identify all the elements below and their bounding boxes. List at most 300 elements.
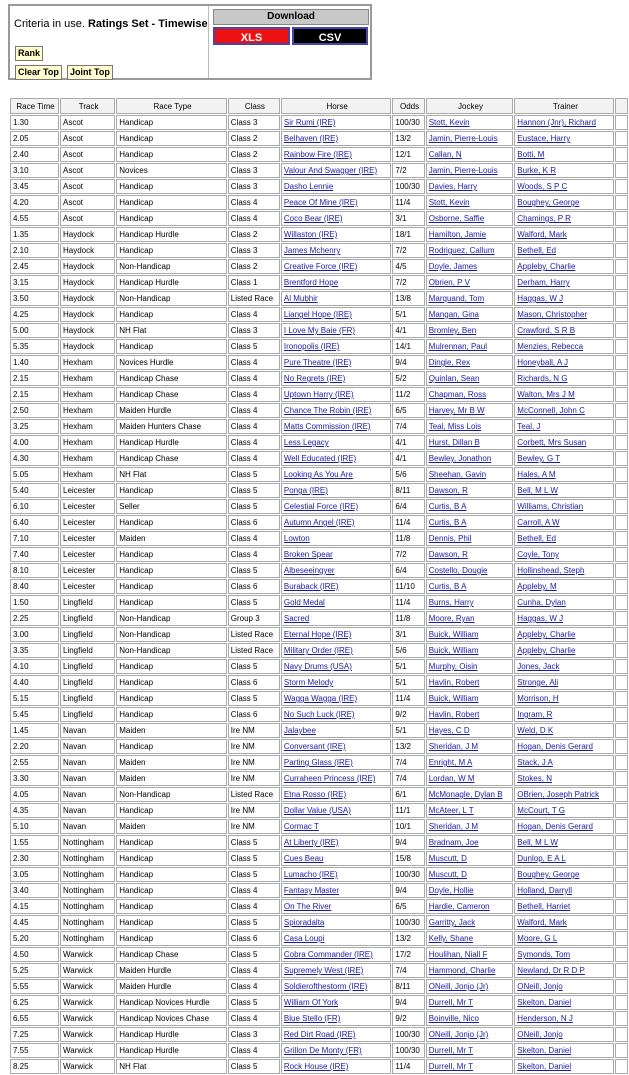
horse-link[interactable]: Coco Bear (IRE) — [283, 214, 343, 223]
overflow-cell — [615, 467, 628, 482]
jockey-link[interactable]: Durrell, Mr T — [428, 998, 474, 1007]
trainer-link[interactable]: Hollinshead, Steph — [517, 566, 585, 575]
horse-link[interactable]: Uptown Harry (IRE) — [283, 390, 354, 399]
jockey-link[interactable]: Lordan, W M — [428, 774, 475, 783]
trainer-link[interactable]: Holland, Darryll — [517, 886, 572, 895]
jockey-link[interactable]: Kelly, Shane — [428, 934, 474, 943]
horse-link[interactable]: Celestial Force (IRE) — [283, 502, 359, 511]
horse-link[interactable]: No Regrets (IRE) — [283, 374, 346, 383]
trainer-link[interactable]: Henderson, N J — [517, 1014, 573, 1023]
table-row — [10, 979, 628, 994]
jockey-link[interactable]: Mulrennan, Paul — [428, 342, 487, 351]
overflow-cell — [615, 211, 628, 226]
horse-link[interactable]: Autumn Angel (IRE) — [283, 518, 355, 527]
trainer-link[interactable]: Burke, K R — [517, 166, 556, 175]
trainer-link[interactable]: Hogan, Denis Gerard — [517, 822, 593, 831]
jockey-link[interactable]: Bromley, Ben — [428, 326, 477, 335]
trainer-link[interactable]: Boughey, George — [517, 198, 580, 207]
track-cell: Warwick — [60, 1027, 115, 1042]
trainer-link[interactable]: Morrison, H — [517, 694, 559, 703]
horse-link[interactable]: Cormac T — [283, 822, 319, 831]
trainer-link[interactable]: Derham, Harry — [517, 278, 570, 287]
jockey-link[interactable]: Boinville, Nico — [428, 1014, 479, 1023]
table-row — [10, 435, 628, 450]
horse-link[interactable]: Belhaven (IRE) — [283, 134, 339, 143]
table-row — [10, 627, 628, 642]
class-cell: Class 5 — [228, 691, 280, 706]
jockey-link[interactable]: ONeill, Jonjo (Jr) — [428, 982, 489, 991]
horse-link[interactable]: Casa Loupi — [283, 934, 325, 943]
trainer-link[interactable]: Appleby, Charlie — [517, 646, 576, 655]
jockey-link[interactable]: Buick, William — [428, 646, 479, 655]
trainer-link[interactable]: Bethell, Harriet — [517, 902, 571, 911]
jockey-link[interactable]: Durrell, Mr T — [428, 1046, 474, 1055]
class-cell: Class 4 — [228, 211, 280, 226]
jockey-link[interactable]: Dawson, R — [428, 550, 468, 559]
jockey-link[interactable]: Harvey, Mr B W — [428, 406, 485, 415]
race-type-cell: Handicap — [116, 195, 227, 210]
horse-link[interactable]: Brentford Hope — [283, 278, 339, 287]
jockey-link[interactable]: Doyle, James — [428, 262, 478, 271]
horse-link[interactable]: Looking As You Are — [283, 470, 353, 479]
horse-link[interactable]: Lowton — [283, 534, 310, 543]
horse-link[interactable]: Dasho Lennie — [283, 182, 334, 191]
horse-link[interactable]: Jalaybee — [283, 726, 316, 735]
horse-link[interactable]: Well Educated (IRE) — [283, 454, 357, 463]
trainer-link[interactable]: Jones, Jack — [517, 662, 560, 671]
overflow-cell — [615, 403, 628, 418]
horse-link[interactable]: Supremely West (IRE) — [283, 966, 364, 975]
trainer-link[interactable]: Teal, J — [517, 422, 541, 431]
trainer-link[interactable]: Walford, Mark — [517, 918, 567, 927]
race-time-cell: 4.35 — [10, 803, 59, 818]
jockey-link[interactable]: Mangan, Gina — [428, 310, 479, 319]
horse-link[interactable]: Chance The Robin (IRE) — [283, 406, 372, 415]
criteria-value: Ratings Set - Timewise — [87, 18, 208, 30]
horse-link[interactable]: Soldierofthestorm (IRE) — [283, 982, 368, 991]
trainer-link[interactable]: Woods, S P C — [517, 182, 568, 191]
joint-top-button[interactable]: Joint Top — [67, 65, 113, 80]
trainer-cell — [514, 259, 614, 274]
track-cell: Haydock — [60, 307, 115, 322]
trainer-cell — [514, 1011, 614, 1026]
class-cell: Class 5 — [228, 499, 280, 514]
table-row — [10, 563, 628, 578]
horse-link[interactable]: Fantasy Master — [283, 886, 340, 895]
race-time-cell: 3.15 — [10, 275, 59, 290]
trainer-link[interactable]: Skelton, Daniel — [517, 1062, 572, 1071]
trainer-link[interactable]: Mason, Christopher — [517, 310, 588, 319]
jockey-cell — [426, 739, 514, 754]
trainer-link[interactable]: Bell, M L W — [517, 838, 558, 847]
jockey-link[interactable]: Quinlan, Sean — [428, 374, 480, 383]
horse-link[interactable]: No Such Luck (IRE) — [283, 710, 355, 719]
class-cell: Class 4 — [228, 899, 280, 914]
trainer-link[interactable]: McConnell, John C — [517, 406, 585, 415]
jockey-cell — [426, 627, 514, 642]
jockey-link[interactable]: Sheridan, J M — [428, 742, 479, 751]
class-cell: Class 6 — [228, 707, 280, 722]
jockey-link[interactable]: Marquand, Tom — [428, 294, 485, 303]
race-type-cell: Maiden — [116, 819, 227, 834]
odds-cell: 9/4 — [392, 355, 424, 370]
trainer-link[interactable]: Newland, Dr R D P — [517, 966, 585, 975]
table-row — [10, 515, 628, 530]
trainer-link[interactable]: ONeill, Jonjo — [517, 1030, 563, 1039]
results-table-container[interactable] — [9, 97, 603, 1071]
jockey-link[interactable]: Muscutt, D — [428, 870, 467, 879]
jockey-link[interactable]: Stott, Kevin — [428, 118, 470, 127]
trainer-link[interactable]: OBrien, Joseph Patrick — [517, 790, 600, 799]
horse-link[interactable]: Matts Commission (IRE) — [283, 422, 371, 431]
horse-link[interactable]: James Mchenry — [283, 246, 341, 255]
trainer-link[interactable]: Skelton, Daniel — [517, 1046, 572, 1055]
horse-link[interactable]: Ponga (IRE) — [283, 486, 328, 495]
trainer-cell — [514, 595, 614, 610]
horse-link[interactable]: Gold Medal — [283, 598, 325, 607]
jockey-link[interactable]: Davies, Harry — [428, 182, 478, 191]
jockey-link[interactable]: McAteer, L T — [428, 806, 474, 815]
horse-link[interactable]: Blue Stello (FR) — [283, 1014, 341, 1023]
horse-link[interactable]: Grillon De Monty (FR) — [283, 1046, 362, 1055]
class-cell: Ire NM — [228, 723, 280, 738]
horse-link[interactable]: Buraback (IRE) — [283, 582, 339, 591]
trainer-cell — [514, 979, 614, 994]
horse-link[interactable]: Dollar Value (USA) — [283, 806, 351, 815]
jockey-cell — [426, 307, 514, 322]
overflow-cell — [615, 227, 628, 242]
horse-link[interactable]: Red Dirt Road (IRE) — [283, 1030, 356, 1039]
odds-cell: 5/1 — [392, 723, 424, 738]
trainer-link[interactable]: Appleby, Charlie — [517, 630, 576, 639]
horse-link[interactable]: Ironopolis (IRE) — [283, 342, 340, 351]
overflow-cell — [615, 531, 628, 546]
trainer-cell — [514, 707, 614, 722]
overflow-cell — [615, 963, 628, 978]
jockey-link[interactable]: Hurst, Dillan B — [428, 438, 480, 447]
results-table — [9, 97, 629, 1075]
trainer-link[interactable]: Botti, M — [517, 150, 545, 159]
race-time-cell: 7.40 — [10, 547, 59, 562]
trainer-link[interactable]: Appleby, M — [517, 582, 557, 591]
jockey-cell — [426, 867, 514, 882]
jockey-link[interactable]: Doyle, Hollie — [428, 886, 474, 895]
trainer-link[interactable]: Corbett, Mrs Susan — [517, 438, 587, 447]
odds-cell: 11/8 — [392, 611, 424, 626]
trainer-link[interactable]: Symonds, Tom — [517, 950, 571, 959]
table-body — [10, 115, 628, 1074]
race-type-cell: Maiden — [116, 771, 227, 786]
race-type-cell: Handicap Chase — [116, 371, 227, 386]
jockey-link[interactable]: Hayes, C D — [428, 726, 470, 735]
trainer-link[interactable]: Bethell, Ed — [517, 534, 556, 543]
trainer-cell — [514, 675, 614, 690]
table-row — [10, 595, 628, 610]
overflow-cell — [615, 499, 628, 514]
horse-link[interactable]: Etna Rosso (IRE) — [283, 790, 347, 799]
horse-cell — [281, 675, 392, 690]
horse-link[interactable]: Military Order (IRE) — [283, 646, 353, 655]
horse-link[interactable]: Cues Beau — [283, 854, 324, 863]
jockey-link[interactable]: Havlin, Robert — [428, 678, 480, 687]
track-cell: Warwick — [60, 979, 115, 994]
jockey-link[interactable]: McMonagle, Dylan B — [428, 790, 503, 799]
jockey-link[interactable]: Sheridan, J M — [428, 822, 479, 831]
horse-link[interactable]: Curraheen Princess (IRE) — [283, 774, 376, 783]
trainer-link[interactable]: Coyle, Tony — [517, 550, 559, 559]
race-type-cell: Handicap — [116, 115, 227, 130]
horse-cell — [281, 371, 392, 386]
horse-link[interactable]: Spioradalta — [283, 918, 325, 927]
horse-link[interactable]: At Liberty (IRE) — [283, 838, 339, 847]
trainer-link[interactable]: Moore, G L — [517, 934, 558, 943]
race-time-cell: 4.25 — [10, 307, 59, 322]
trainer-link[interactable]: Richards, N G — [517, 374, 568, 383]
race-type-cell: NH Flat — [116, 467, 227, 482]
horse-cell — [281, 1059, 392, 1074]
jockey-link[interactable]: Moore, Ryan — [428, 614, 475, 623]
odds-cell: 9/4 — [392, 883, 424, 898]
class-cell: Listed Race — [228, 291, 280, 306]
trainer-cell — [514, 755, 614, 770]
trainer-link[interactable]: Crawford, S R B — [517, 326, 576, 335]
horse-link[interactable]: Pure Theatre (IRE) — [283, 358, 352, 367]
overflow-cell — [615, 755, 628, 770]
trainer-link[interactable]: Bethell, Ed — [517, 246, 556, 255]
criteria-left-cell — [10, 6, 209, 78]
table-row — [10, 163, 628, 178]
trainer-link[interactable]: Bell, M L W — [517, 486, 558, 495]
trainer-link[interactable]: Skelton, Daniel — [517, 998, 572, 1007]
jockey-link[interactable]: Obrien, P V — [428, 278, 470, 287]
trainer-link[interactable]: McCourt, T G — [517, 806, 566, 815]
horse-link[interactable]: Storm Melody — [283, 678, 334, 687]
odds-cell: 4/1 — [392, 435, 424, 450]
jockey-link[interactable]: Rodriguez, Callum — [428, 246, 495, 255]
race-time-cell: 4.20 — [10, 195, 59, 210]
horse-link[interactable]: Wagga Wagga (IRE) — [283, 694, 358, 703]
track-cell: Haydock — [60, 227, 115, 242]
jockey-cell — [426, 643, 514, 658]
jockey-link[interactable]: Havlin, Robert — [428, 710, 480, 719]
track-cell: Leicester — [60, 483, 115, 498]
horse-link[interactable]: Valour And Swagger (IRE) — [283, 166, 378, 175]
jockey-cell — [426, 547, 514, 562]
horse-link[interactable]: Sacred — [283, 614, 310, 623]
race-type-cell: Handicap Chase — [116, 387, 227, 402]
table-row — [10, 147, 628, 162]
class-cell: Listed Race — [228, 627, 280, 642]
jockey-link[interactable]: Durrell, Mr T — [428, 1062, 474, 1071]
trainer-link[interactable]: Walton, Mrs J M — [517, 390, 575, 399]
track-cell: Lingfield — [60, 707, 115, 722]
jockey-link[interactable]: Burns, Harry — [428, 598, 474, 607]
table-row — [10, 179, 628, 194]
jockey-link[interactable]: Curtis, B A — [428, 502, 467, 511]
jockey-link[interactable]: Buick, William — [428, 694, 479, 703]
trainer-link[interactable]: Haggas, W J — [517, 294, 564, 303]
horse-link[interactable]: Cobra Commander (IRE) — [283, 950, 373, 959]
odds-cell: 11/4 — [392, 1059, 424, 1074]
jockey-link[interactable]: Stott, Kevin — [428, 198, 470, 207]
jockey-link[interactable]: Hamilton, Jamie — [428, 230, 487, 239]
jockey-link[interactable]: Houlihan, Niall F — [428, 950, 488, 959]
horse-link[interactable]: Eternal Hope (IRE) — [283, 630, 352, 639]
race-type-cell: NH Flat — [116, 1059, 227, 1074]
trainer-link[interactable]: Carroll, A W — [517, 518, 560, 527]
track-cell: Ascot — [60, 115, 115, 130]
jockey-link[interactable]: Callan, N — [428, 150, 462, 159]
overflow-cell — [615, 915, 628, 930]
horse-link[interactable]: Willaston (IRE) — [283, 230, 338, 239]
trainer-cell — [514, 387, 614, 402]
horse-link[interactable]: On The River — [283, 902, 332, 911]
class-cell: Class 4 — [228, 547, 280, 562]
race-time-cell: 3.40 — [10, 883, 59, 898]
trainer-link[interactable]: Chamings, P R — [517, 214, 571, 223]
horse-link[interactable]: Broken Spear — [283, 550, 333, 559]
jockey-link[interactable]: Muscutt, D — [428, 854, 467, 863]
jockey-link[interactable]: Dennis, Phil — [428, 534, 472, 543]
jockey-cell — [426, 707, 514, 722]
race-type-cell: Maiden Hurdle — [116, 963, 227, 978]
trainer-link[interactable]: Appleby, Charlie — [517, 262, 576, 271]
trainer-link[interactable]: Stack, J A — [517, 758, 553, 767]
horse-cell — [281, 515, 392, 530]
horse-link[interactable]: Less Legacy — [283, 438, 329, 447]
odds-cell: 7/2 — [392, 243, 424, 258]
table-row — [10, 259, 628, 274]
class-cell: Class 4 — [228, 371, 280, 386]
trainer-link[interactable]: Stokes, N — [517, 774, 552, 783]
trainer-link[interactable]: Cunha, Dylan — [517, 598, 566, 607]
trainer-cell — [514, 1043, 614, 1058]
horse-link[interactable]: Liangel Hope (IRE) — [283, 310, 352, 319]
jockey-link[interactable]: ONeill, Jonjo (Jr) — [428, 1030, 489, 1039]
race-type-cell: Handicap — [116, 883, 227, 898]
trainer-link[interactable]: Eustace, Harry — [517, 134, 571, 143]
table-row — [10, 227, 628, 242]
trainer-link[interactable]: ONeill, Jonjo — [517, 982, 563, 991]
jockey-link[interactable]: Dawson, R — [428, 486, 468, 495]
horse-link[interactable]: Rock House (IRE) — [283, 1062, 349, 1071]
jockey-link[interactable]: Murphy, Oisin — [428, 662, 478, 671]
xls-download-button[interactable]: XLS — [213, 27, 290, 45]
table-header-row — [10, 98, 628, 114]
horse-link[interactable]: Navy Drums (USA) — [283, 662, 352, 671]
jockey-link[interactable]: Sheehan, Gavin — [428, 470, 487, 479]
jockey-cell — [426, 467, 514, 482]
table-row — [10, 819, 628, 834]
race-type-cell: Handicap — [116, 915, 227, 930]
horse-cell — [281, 259, 392, 274]
trainer-link[interactable]: Bewley, G T — [517, 454, 561, 463]
class-cell: Class 5 — [228, 483, 280, 498]
jockey-link[interactable]: Costello, Dougie — [428, 566, 488, 575]
overflow-cell — [615, 371, 628, 386]
horse-link[interactable]: Albeseeingyer — [283, 566, 335, 575]
jockey-link[interactable]: Hammond, Charlie — [428, 966, 496, 975]
trainer-link[interactable]: Menzies, Rebecca — [517, 342, 584, 351]
trainer-link[interactable]: Hogan, Denis Gerard — [517, 742, 593, 751]
track-cell: Navan — [60, 819, 115, 834]
track-cell: Ascot — [60, 131, 115, 146]
jockey-link[interactable]: Jamin, Pierre-Louis — [428, 166, 498, 175]
jockey-link[interactable]: Buick, William — [428, 630, 479, 639]
csv-download-button[interactable]: CSV — [292, 27, 368, 45]
clear-top-button[interactable]: Clear Top — [15, 65, 62, 80]
race-type-cell: Novices — [116, 163, 227, 178]
odds-cell: 11/8 — [392, 531, 424, 546]
horse-link[interactable]: Rainbow Fire (IRE) — [283, 150, 352, 159]
jockey-link[interactable]: Osborne, Saffie — [428, 214, 485, 223]
jockey-cell — [426, 339, 514, 354]
jockey-link[interactable]: Jamin, Pierre-Louis — [428, 134, 498, 143]
jockey-link[interactable]: Dingle, Rex — [428, 358, 471, 367]
horse-link[interactable]: Peace Of Mine (IRE) — [283, 198, 358, 207]
table-row — [10, 531, 628, 546]
trainer-cell — [514, 291, 614, 306]
horse-link[interactable]: Creative Force (IRE) — [283, 262, 358, 271]
trainer-link[interactable]: Hales, A M — [517, 470, 556, 479]
horse-link[interactable]: Parting Glass (IRE) — [283, 758, 353, 767]
jockey-link[interactable]: Curtis, B A — [428, 518, 467, 527]
trainer-link[interactable]: Boughey, George — [517, 870, 580, 879]
odds-cell: 4/1 — [392, 451, 424, 466]
race-time-cell: 4.10 — [10, 659, 59, 674]
horse-link[interactable]: Lumacho (IRE) — [283, 870, 338, 879]
trainer-link[interactable]: Stronge, Ali — [517, 678, 559, 687]
trainer-link[interactable]: Dunlop, E A L — [517, 854, 566, 863]
trainer-link[interactable]: Haggas, W J — [517, 614, 564, 623]
track-cell: Ascot — [60, 147, 115, 162]
horse-link[interactable]: Al Mubhir — [283, 294, 318, 303]
trainer-link[interactable]: Ingram, R — [517, 710, 553, 719]
horse-link[interactable]: William Of York — [283, 998, 339, 1007]
odds-cell: 7/2 — [392, 275, 424, 290]
track-cell: Lingfield — [60, 659, 115, 674]
table-row — [10, 963, 628, 978]
trainer-link[interactable]: Williams, Christian — [517, 502, 584, 511]
jockey-link[interactable]: Hardie, Cameron — [428, 902, 490, 911]
jockey-link[interactable]: Bewley, Jonathon — [428, 454, 492, 463]
jockey-link[interactable]: Chapman, Ross — [428, 390, 487, 399]
jockey-link[interactable]: Teal, Miss Lois — [428, 422, 482, 431]
trainer-link[interactable]: Weld, D K — [517, 726, 554, 735]
rank-button[interactable]: Rank — [15, 46, 43, 61]
odds-cell: 4/5 — [392, 259, 424, 274]
horse-link[interactable]: Conversant (IRE) — [283, 742, 346, 751]
race-time-cell: 8.40 — [10, 579, 59, 594]
jockey-link[interactable]: Enright, M A — [428, 758, 473, 767]
trainer-cell — [514, 483, 614, 498]
race-time-cell: 4.45 — [10, 915, 59, 930]
jockey-link[interactable]: Garritty, Jack — [428, 918, 476, 927]
horse-link[interactable]: Sir Rumi (IRE) — [283, 118, 336, 127]
jockey-link[interactable]: Bradnam, Joe — [428, 838, 479, 847]
trainer-cell — [514, 627, 614, 642]
jockey-link[interactable]: Curtis, B A — [428, 582, 467, 591]
track-cell: Warwick — [60, 1059, 115, 1074]
table-row — [10, 787, 628, 802]
trainer-link[interactable]: Walford, Mark — [517, 230, 567, 239]
trainer-link[interactable]: Honeyball, A J — [517, 358, 568, 367]
trainer-link[interactable]: Hannon (Jnr), Richard — [517, 118, 596, 127]
horse-link[interactable]: I Love My Baie (FR) — [283, 326, 356, 335]
table-row — [10, 387, 628, 402]
race-time-cell: 4.50 — [10, 947, 59, 962]
horse-cell — [281, 739, 392, 754]
